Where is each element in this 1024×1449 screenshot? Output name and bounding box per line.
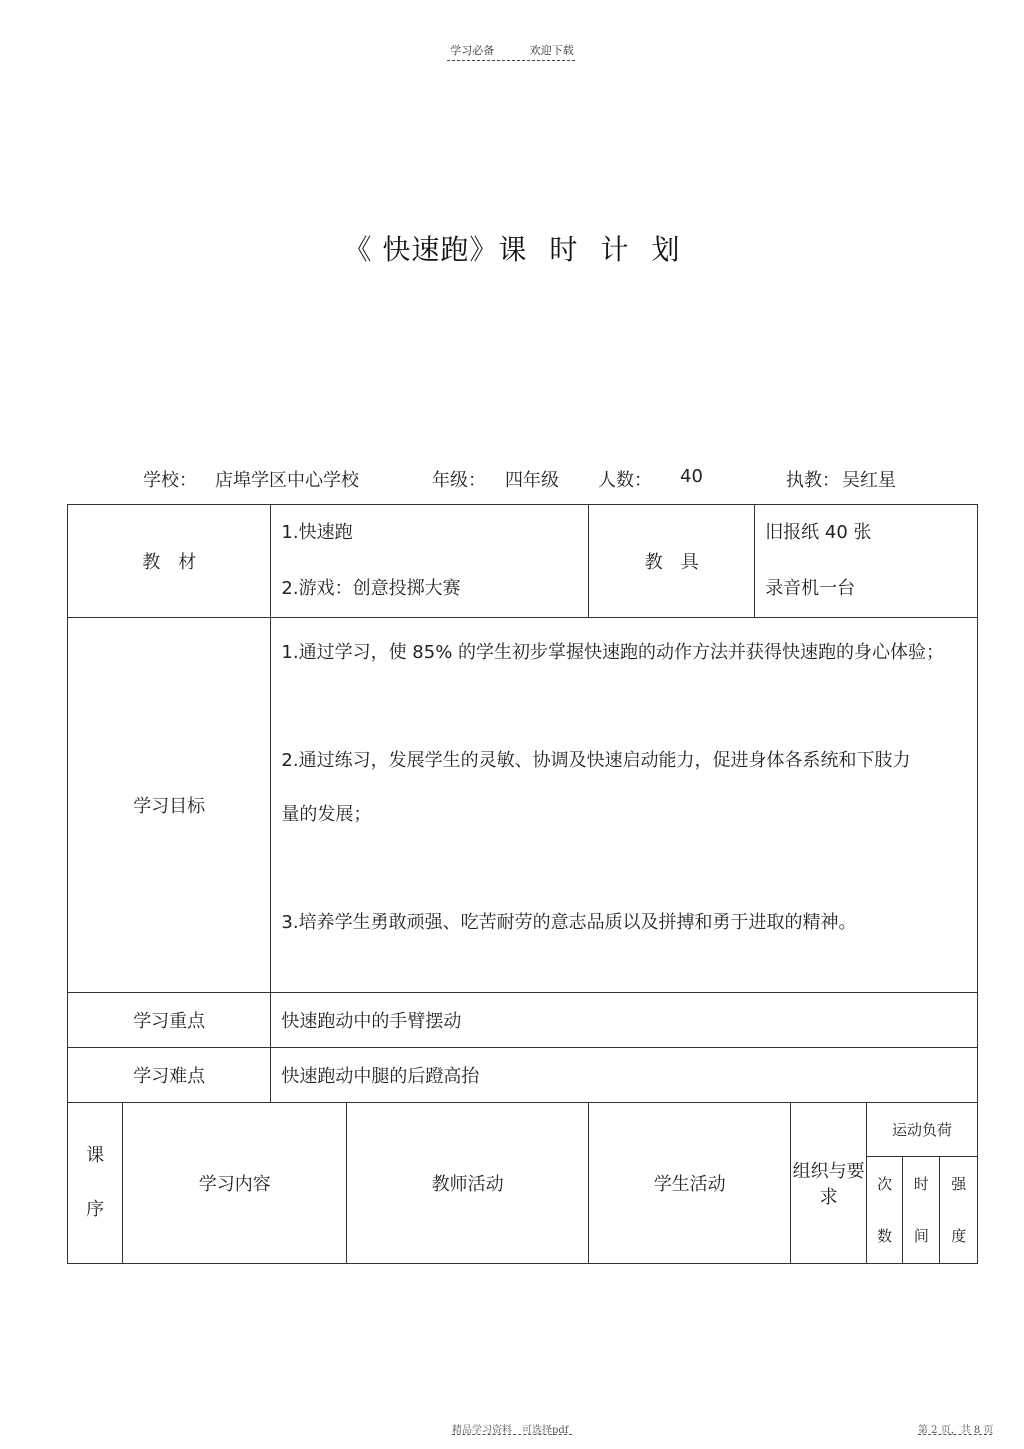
intensity-char-2: 度 <box>951 1227 967 1245</box>
order-header-char-2: 序 <box>86 1199 105 1220</box>
key-point-label: 学习重点 <box>68 993 271 1048</box>
equipment-item-2: 录音机一台 <box>765 578 856 599</box>
goal-2: 2.通过练习，发展学生的灵敏、协调及快速启动能力，促进身体各系统和下肢力 <box>281 750 911 771</box>
order-header <box>68 1103 123 1264</box>
goal-1: 1.通过学习，使 85% 的学生初步掌握快速跑的动作方法并获得快速跑的身心体验； <box>281 642 945 663</box>
key-point-row <box>68 993 978 1048</box>
page-title <box>0 228 1024 268</box>
teacher-label: 执教： <box>786 470 840 491</box>
school-value: 店埠学区中心学校 <box>215 470 359 491</box>
material-label: 教 材 <box>68 505 271 618</box>
title-part-3: 计 <box>600 233 630 266</box>
materials-row <box>68 505 978 618</box>
teacher-activity-header: 教师活动 <box>347 1103 589 1264</box>
intensity-char-1: 强 <box>951 1175 967 1193</box>
difficulty-value: 快速跑动中腿的后蹬高抬 <box>271 1048 978 1103</box>
grade-label: 年级： <box>432 470 486 491</box>
title-part-1: 《 快速跑》课 <box>343 233 528 266</box>
equipment-item-1: 旧报纸 40 张 <box>765 522 872 543</box>
material-item-2: 2.游戏：创意投掷大赛 <box>281 578 461 599</box>
duration-char-1: 时 <box>913 1175 929 1193</box>
order-header-char-1: 课 <box>86 1145 105 1166</box>
footer-left-divider <box>452 1434 572 1435</box>
footer-right-divider <box>918 1434 992 1435</box>
materials-cell <box>271 505 589 618</box>
footer-page-number: 第 2 页，共 8 页 <box>918 1425 994 1436</box>
duration-header <box>903 1157 940 1264</box>
goal-3: 3.培养学生勇敢顽强、吃苦耐劳的意志品质以及拼搏和勇于进取的精神。 <box>281 912 857 933</box>
goals-label: 学习目标 <box>68 618 271 993</box>
difficulty-row <box>68 1048 978 1103</box>
column-header-row-1 <box>68 1103 978 1157</box>
intensity-header <box>940 1157 978 1264</box>
difficulty-label: 学习难点 <box>68 1048 271 1103</box>
equipment-cell <box>755 505 978 618</box>
key-point-value: 快速跑动中的手臂摆动 <box>271 993 978 1048</box>
times-header <box>867 1157 903 1264</box>
lesson-plan-table <box>67 504 978 1264</box>
count-value: 40 <box>680 466 703 487</box>
goal-2-continued: 量的发展； <box>281 804 372 825</box>
content-header: 学习内容 <box>123 1103 347 1264</box>
organization-header: 组织与要求 <box>791 1103 867 1264</box>
header-left-text: 学习必备 <box>450 44 495 57</box>
grade-value: 四年级 <box>505 470 559 491</box>
duration-char-2: 间 <box>913 1227 929 1245</box>
title-part-2: 时 <box>549 233 579 266</box>
material-item-1: 1.快速跑 <box>281 522 353 543</box>
goals-row <box>68 618 978 993</box>
school-label: 学校： <box>143 470 197 491</box>
footer-left-text: 精品学习资料 可选择pdf <box>452 1425 569 1436</box>
goals-cell <box>271 618 978 993</box>
title-part-4: 划 <box>651 233 681 266</box>
header-right-text: 欢迎下载 <box>529 44 574 57</box>
count-label: 人数： <box>598 470 652 491</box>
student-activity-header: 学生活动 <box>589 1103 791 1264</box>
equipment-label: 教 具 <box>589 505 755 618</box>
exercise-load-header: 运动负荷 <box>867 1103 978 1157</box>
times-char-1: 次 <box>877 1175 893 1193</box>
header-divider <box>447 60 575 61</box>
times-char-2: 数 <box>877 1227 893 1245</box>
page-header <box>0 42 1024 58</box>
teacher-value: 吴红星 <box>842 470 896 491</box>
